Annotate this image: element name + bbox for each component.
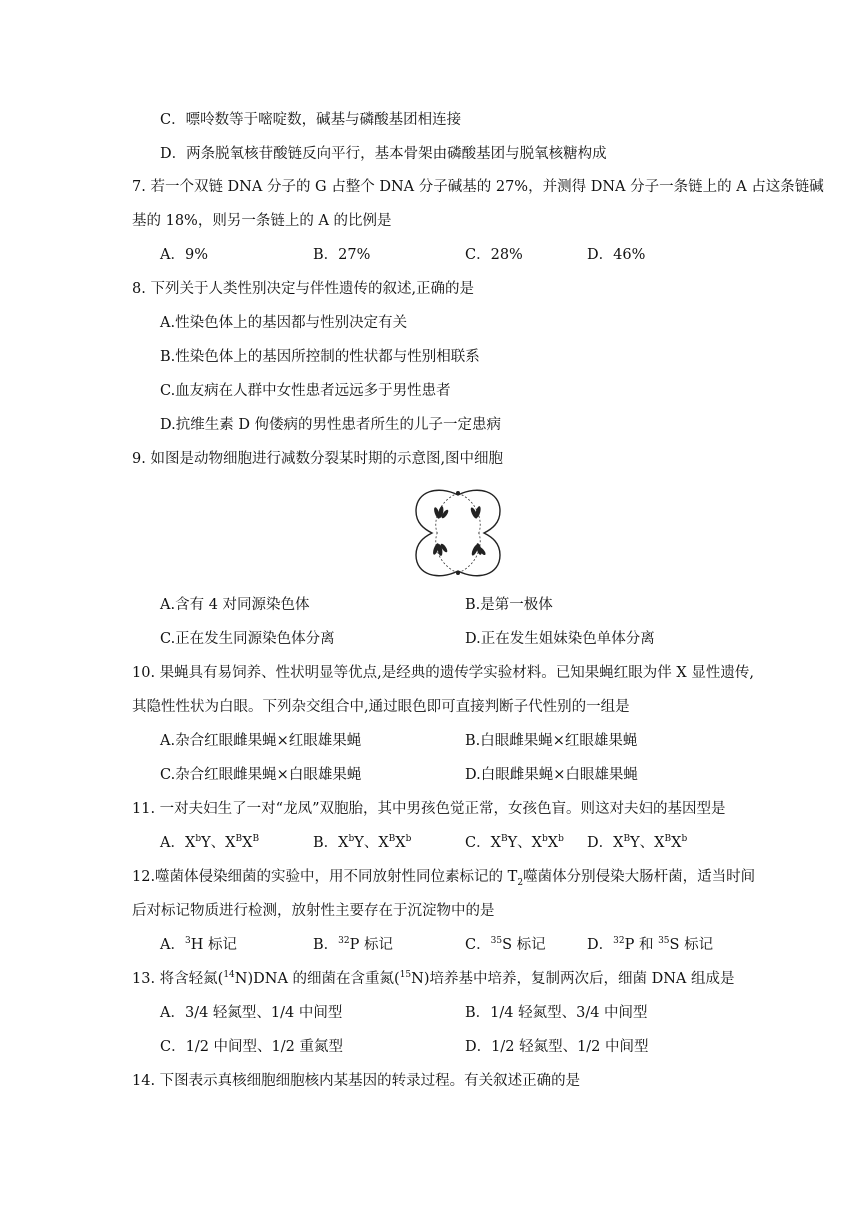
q13-option-b: B．1/4 轻氮型、3/4 中间型 xyxy=(465,1005,648,1021)
q10-option-a: A.杂合红眼雌果蝇×红眼雄果蝇 xyxy=(160,733,362,749)
q7-option-a: A．9% xyxy=(160,247,208,263)
q12-option-b: B．$^{32}$P 标记 xyxy=(313,936,393,953)
q9-option-c: C.正在发生同源染色体分离 xyxy=(160,631,335,647)
q13-option-c: C．1/2 中间型、1/2 重氮型 xyxy=(160,1039,343,1055)
q13-option-a: A．3/4 轻氮型、1/4 中间型 xyxy=(160,1005,343,1021)
centrosome-top xyxy=(456,491,460,495)
q13-stem: 13. 将含轻氮($^{14}$N)DNA 的细菌在含重氮($^{15}$N)培养基中培养，复制两次后，细菌 DNA 组成是 xyxy=(132,970,735,987)
chromosome-group-lower-right xyxy=(470,543,486,557)
q7-stem-line2: 基的 18%，则另一条链上的 A 的比例是 xyxy=(132,213,392,229)
q8-option-a: A.性染色体上的基因都与性别决定有关 xyxy=(160,315,408,331)
q6-option-c: C．嘌呤数等于嘧啶数，碱基与磷酸基团相连接 xyxy=(160,112,462,128)
q9-option-a: A.含有 4 对同源染色体 xyxy=(160,597,310,613)
q13-option-d: D．1/2 轻氮型、1/2 中间型 xyxy=(465,1039,649,1055)
chromosome-group-lower-left xyxy=(432,543,449,557)
q7-stem-line1: 7. 若一个双链 DNA 分子的 G 占整个 DNA 分子碱基的 27%，并测得 DNA 分子一条链上的 A 占这条链碱 xyxy=(132,179,824,195)
q9-stem: 9. 如图是动物细胞进行减数分裂某时期的示意图,图中细胞 xyxy=(132,451,504,467)
q7-option-d: D．46% xyxy=(587,247,646,263)
centrosome-bottom xyxy=(456,571,460,575)
q10-option-c: C.杂合红眼雌果蝇×白眼雄果蝇 xyxy=(160,767,362,783)
q11-stem: 11. 一对夫妇生了一对“龙凤”双胞胎，其中男孩色觉正常，女孩色盲。则这对夫妇的基因型是 xyxy=(132,801,726,817)
q10-option-b: B.白眼雌果蝇×红眼雄果蝇 xyxy=(465,733,638,749)
q7-option-c: C．28% xyxy=(465,247,523,263)
q11-option-b: B．$X^bY$、$X^BX^b$ xyxy=(313,834,412,851)
q9-option-d: D.正在发生姐妹染色单体分离 xyxy=(465,631,655,647)
chromosome-group-upper-left xyxy=(433,506,450,520)
q9-option-b: B.是第一极体 xyxy=(465,597,553,613)
q11-option-a: A．$X^bY$、$X^BX^B$ xyxy=(160,834,260,851)
q11-option-c: C．$X^BY$、$X^bX^b$ xyxy=(465,834,564,851)
q8-option-c: C.血友病在人群中女性患者远远多于男性患者 xyxy=(160,383,451,399)
q8-option-d: D.抗维生素 D 佝偻病的男性患者所生的儿子一定患病 xyxy=(160,417,502,433)
q12-option-d: D．$^{32}$P 和 $^{35}$S 标记 xyxy=(587,936,714,953)
spindle-fibers xyxy=(436,493,480,573)
q11-option-d: D．$X^BY$、$X^BX^b$ xyxy=(587,834,688,851)
chromosome-group-upper-right xyxy=(469,506,481,520)
q12-stem-line2: 后对标记物质进行检测，放射性主要存在于沉淀物中的是 xyxy=(132,903,495,919)
q8-option-b: B.性染色体上的基因所控制的性状都与性别相联系 xyxy=(160,349,480,365)
q7-option-b: B．27% xyxy=(313,247,371,263)
q10-stem-line1: 10. 果蝇具有易饲养、性状明显等优点,是经典的遗传学实验材料。已知果蝇红眼为伴 X 显性遗传, xyxy=(132,665,754,681)
q12-option-a: A．$^3$H 标记 xyxy=(160,936,237,953)
q10-option-d: D.白眼雌果蝇×白眼雄果蝇 xyxy=(465,767,638,783)
q6-option-d: D．两条脱氧核苷酸链反向平行，基本骨架由磷酸基团与脱氧核糖构成 xyxy=(160,146,607,162)
q12-stem-line1: 12.噬菌体侵染细菌的实验中，用不同放射性同位素标记的 $T_2$噬菌体分别侵染大肠杆菌，适当时间 xyxy=(132,869,756,888)
q12-option-c: C．$^{35}$S 标记 xyxy=(465,936,546,953)
cell-membrane xyxy=(416,490,500,576)
q8-stem: 8. 下列关于人类性别决定与伴性遗传的叙述,正确的是 xyxy=(132,281,475,297)
q14-stem: 14. 下图表示真核细胞细胞核内某基因的转录过程。有关叙述正确的是 xyxy=(132,1073,581,1089)
meiosis-cell-figure xyxy=(408,483,508,583)
q10-stem-line2: 其隐性性状为白眼。下列杂交组合中,通过眼色即可直接判断子代性别的一组是 xyxy=(132,699,630,715)
